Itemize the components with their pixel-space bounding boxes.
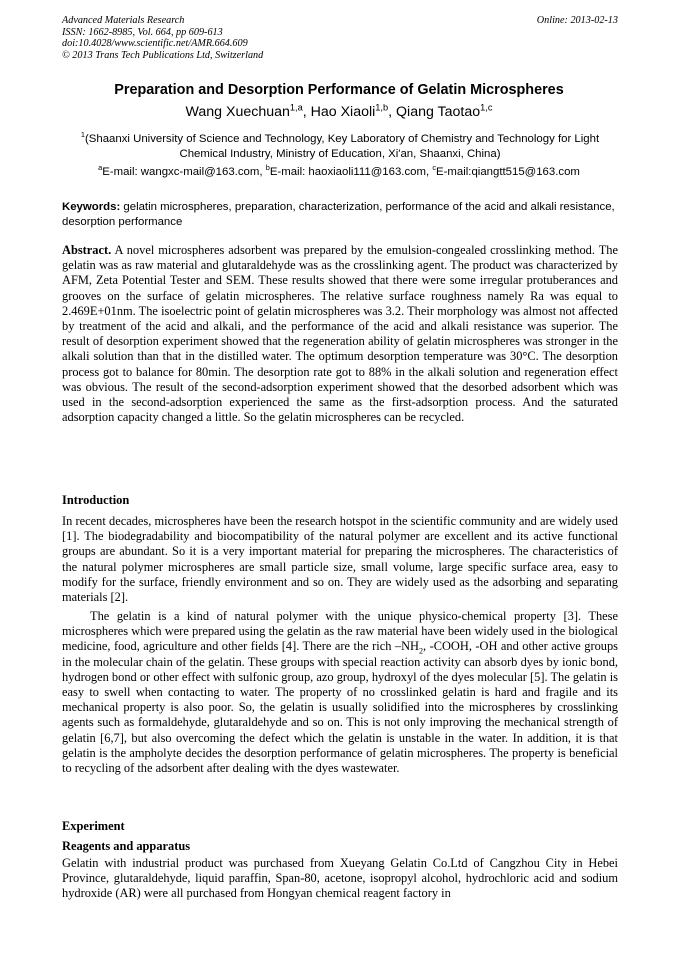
email-separator: ,	[259, 166, 266, 178]
email-text: E-mail: haoxiaoli111@163.com	[269, 166, 426, 178]
paragraph-text: The gelatin is a kind of natural polymer with the unique physico-chemical property [3]. These microspheres which were prepared using the gelatin as the raw material have been widely used in the biological medicine, food, agriculture and other fields [4]. There are the rich –NH	[62, 609, 618, 654]
introduction-paragraph-1: In recent decades, microspheres have been the research hotspot in the scientific community and are widely used [1]. The biodegradability and biocompatibility of the natural polymer are excellent and its active functional groups are abundant. So it is a very important material for preparing the microspheres. The characteristics of the natural polymer microspheres are small particle size, small volume, large specific surface area, easy to modify for the surface, friendly environment and so on. They are widely used as the adsorbing and separating materials [2].	[62, 514, 618, 605]
paper-title: Preparation and Desorption Performance of Gelatin Microspheres	[114, 82, 564, 98]
subscript: 2	[418, 646, 424, 656]
introduction-paragraph-2	[62, 609, 618, 776]
author-separator: ,	[388, 104, 397, 120]
author-name: Hao Xiaoli	[310, 104, 376, 120]
email-superscript: b	[265, 163, 270, 173]
email-text: E-mail: wangxc-mail@163.com	[102, 166, 260, 178]
issn-line: ISSN: 1662-8985, Vol. 664, pp 609-613	[62, 26, 223, 38]
paragraph-text: , -COOH, -OH and other active groups in the molecular chain of the gelatin. These groups with special reaction activity can absorb dyes by ionic bond, hydrogen bond or other effect with sulfonic group, azo group, hydroxyl of the dyes molecular [5]. The gelatin is easy to swell when contacting to water. The property of no crosslinked gelatin is hard and fragile and its mechanical property is also poor. So, the gelatin is usually solidified into the microspheres by crosslinking agents such as formaldehyde, glutaraldehyde and so on. This is not only improving the mechanical strength of gelatin [6,7], but also overcoming the defect which the gelatin is unstable in the water. In addition, it is that gelatin is the ampholyte decides the desorption performance of gelatin microspheres. The property is beneficial to recycling of the adsorbent after dealing with the dyes wastewater.	[62, 639, 619, 776]
online-date: Online: 2013-02-13	[536, 15, 618, 26]
email-superscript: a	[98, 163, 103, 173]
author-name: Qiang Taotao	[396, 104, 481, 120]
affiliation	[62, 132, 618, 162]
abstract-label: Abstract.	[62, 243, 112, 257]
keywords	[62, 200, 618, 230]
keywords-label: Keywords:	[62, 201, 121, 213]
journal-header	[62, 15, 618, 61]
email-text: E-mail:qiangtt515@163.com	[436, 166, 580, 178]
doi-line: doi:10.4028/www.scientific.net/AMR.664.609	[62, 38, 248, 50]
email-list	[40, 163, 638, 178]
introduction-heading: Introduction	[62, 493, 130, 507]
reagents-subheading: Reagents and apparatus	[62, 839, 191, 853]
author-superscript: 1,b	[375, 102, 389, 113]
author-superscript: 1,c	[480, 102, 493, 113]
abstract	[62, 243, 618, 425]
abstract-text: A novel microspheres adsorbent was prepared by the emulsion-congealed crosslinking method. The gelatin was as raw material and glutaraldehyde was as the crosslinking agent. The product was characterized by AFM, Zeta Potential Tester and SEM. These results showed that there were some irregular protuberances and grooves on the surface of gelatin microspheres. The relative surface roughness namely Ra was equal to 2.469E+01nm. The isoelectric point of gelatin microspheres was 3.2. Their morphology was almost not affected by treatment of the acid and alkali, and the performance of the acid and alkali resistance was superior. The result of desorption experiment showed that the regeneration ability of gelatin microspheres was stronger in the alkali solution than that in the distilled water. The optimum desorption temperature was 30°C. The desorption process got to balance for 80min. The desorption rate got to 88% in the alkali solution and regeneration effect was obvious. The result of the second-adsorption experiment showed that the desorbed adsorbent which was used in the second-adsorption experienced the same as the first-adsorption process. And the saturated adsorption capacity changed a little. So the gelatin microspheres can be recycled.	[62, 243, 618, 425]
email-superscript: c	[432, 163, 437, 173]
journal-name: Advanced Materials Research	[62, 15, 185, 26]
keywords-text: gelatin microspheres, preparation, characterization, performance of the acid and alkali resistance, desorption performance	[62, 201, 615, 228]
author-name: Wang Xuechuan	[185, 104, 290, 120]
author-superscript: 1,a	[289, 102, 303, 113]
experiment-heading: Experiment	[62, 819, 125, 833]
affiliation-text: (Shaanxi University of Science and Technology, Key Laboratory of Chemistry and Technology for Light Chemical Industry, Ministry of Education, Xi'an, Shaanxi, China)	[84, 133, 600, 160]
copyright-line: © 2013 Trans Tech Publications Ltd, Switzerland	[62, 49, 264, 61]
author-list	[40, 104, 638, 120]
affiliation-superscript: 1	[80, 130, 85, 140]
experiment-paragraph: Gelatin with industrial product was purchased from Xueyang Gelatin Co.Ltd of Cangzhou City in Hebei Province, glutaraldehyde, liquid paraffin, Span-80, acetone, isopropyl alcohol, hydrochloric acid and sodium hydroxide (AR) were all purchased from Hongyan chemical reagent factory in	[62, 856, 618, 901]
email-separator: ,	[425, 166, 433, 178]
author-separator: ,	[302, 104, 311, 120]
